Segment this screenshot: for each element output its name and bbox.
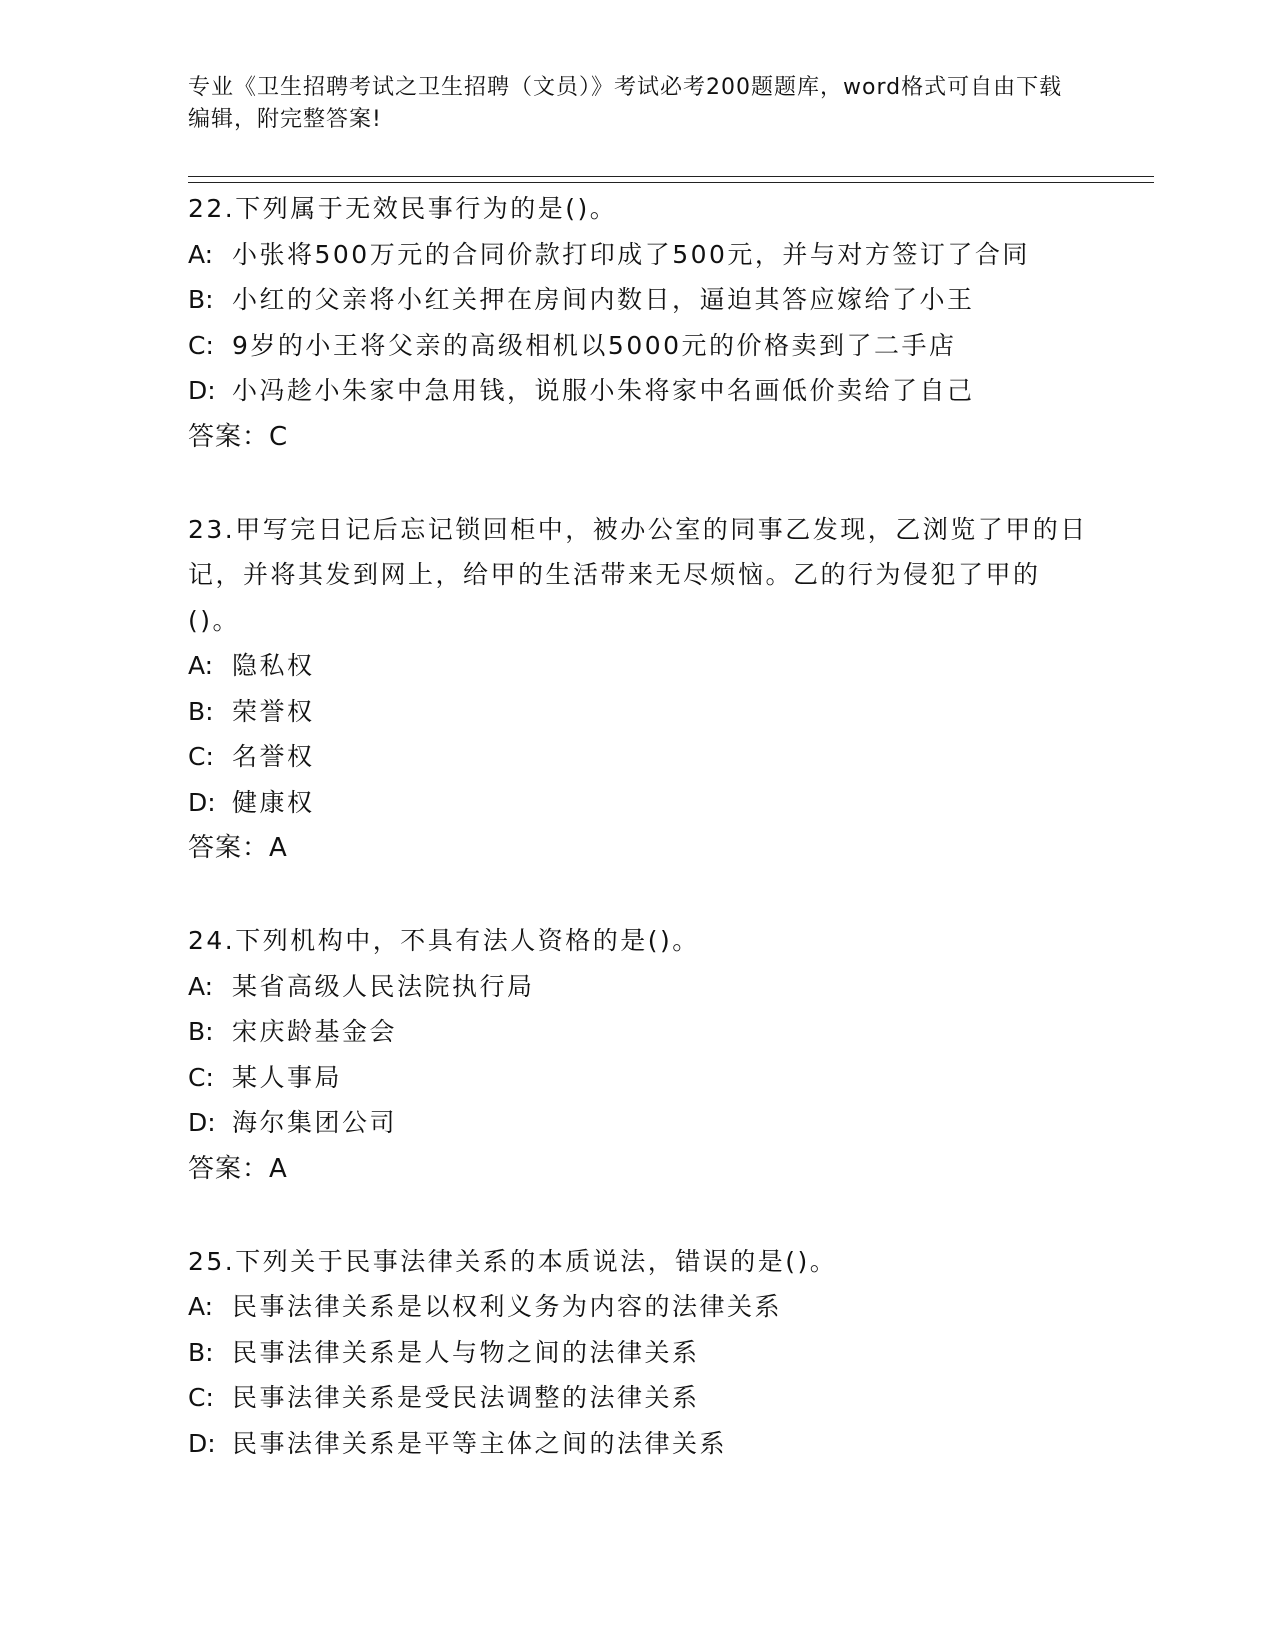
option-letter: C: — [188, 1062, 214, 1092]
option-letter: D: — [188, 1108, 216, 1137]
option-letter: D: — [188, 1428, 216, 1458]
option-text: 荣誉权 — [232, 696, 315, 726]
option-letter: B: — [188, 285, 214, 314]
answer-line: 答案：A — [188, 833, 288, 863]
header-rule-top — [188, 176, 1154, 177]
option-letter: D: — [188, 376, 216, 405]
option-c — [188, 1055, 1088, 1101]
option-d — [188, 368, 1088, 414]
option-text: 民事法律关系是人与物之间的法律关系 — [232, 1337, 700, 1367]
question-stem: 22.下列属于无效民事行为的是()。 — [188, 194, 618, 223]
option-d — [188, 1100, 1088, 1146]
option-letter: A: — [188, 971, 214, 1001]
option-text: 小红的父亲将小红关押在房间内数日，逼迫其答应嫁给了小王 — [232, 285, 975, 314]
document-header: 专业《卫生招聘考试之卫生招聘（文员）》考试必考200题题库，word格式可自由下载编辑，附完整答案! — [188, 75, 1063, 132]
option-letter: C: — [188, 1383, 214, 1412]
option-letter: A: — [188, 1292, 214, 1321]
option-text: 隐私权 — [232, 651, 315, 680]
option-c — [188, 323, 1088, 369]
option-text: 9岁的小王将父亲的高级相机以5000元的价格卖到了二手店 — [232, 330, 957, 360]
option-letter: A: — [188, 239, 214, 269]
question-stem: 23.甲写完日记后忘记锁回柜中，被办公室的同事乙发现，乙浏览了甲的日记，并将其发到网上，给甲的生活带来无尽烦恼。乙的行为侵犯了甲的()。 — [188, 514, 1088, 635]
question-stem: 25.下列关于民事法律关系的本质说法，错误的是()。 — [188, 1246, 838, 1276]
answer-line: 答案：C — [188, 421, 289, 452]
option-d — [188, 1421, 1088, 1467]
option-letter: A: — [188, 651, 214, 680]
option-text: 名誉权 — [232, 742, 315, 771]
option-c — [188, 734, 1088, 780]
option-a — [188, 643, 1088, 689]
option-b — [188, 1009, 1088, 1055]
question-23 — [188, 507, 1088, 873]
answer-line: 答案：A — [188, 1153, 288, 1184]
option-text: 民事法律关系是以权利义务为内容的法律关系 — [232, 1292, 783, 1321]
option-a — [188, 1284, 1088, 1330]
question-22 — [188, 186, 1088, 461]
option-c — [188, 1375, 1088, 1421]
option-text: 民事法律关系是平等主体之间的法律关系 — [232, 1428, 728, 1458]
option-text: 宋庆龄基金会 — [232, 1017, 398, 1046]
option-letter: B: — [188, 1337, 214, 1367]
option-d — [188, 780, 1088, 826]
option-text: 小张将500万元的合同价款打印成了500元，并与对方签订了合同 — [232, 239, 1030, 269]
header-rule-bottom — [188, 182, 1154, 183]
option-letter: B: — [188, 696, 214, 726]
option-letter: B: — [188, 1017, 214, 1046]
option-text: 民事法律关系是受民法调整的法律关系 — [232, 1383, 700, 1412]
option-a — [188, 232, 1088, 278]
question-list — [188, 186, 1088, 1512]
option-text: 某人事局 — [232, 1062, 343, 1092]
option-letter: C: — [188, 742, 214, 771]
option-text: 小冯趁小朱家中急用钱，说服小朱将家中名画低价卖给了自己 — [232, 376, 975, 405]
option-b — [188, 689, 1088, 735]
option-text: 某省高级人民法院执行局 — [232, 971, 535, 1001]
option-b — [188, 277, 1088, 323]
option-text: 海尔集团公司 — [232, 1108, 398, 1137]
option-letter: C: — [188, 330, 214, 360]
option-b — [188, 1330, 1088, 1376]
question-stem: 24.下列机构中，不具有法人资格的是()。 — [188, 926, 700, 955]
option-a — [188, 964, 1088, 1010]
question-24 — [188, 918, 1088, 1193]
option-letter: D: — [188, 787, 216, 817]
option-text: 健康权 — [232, 787, 315, 817]
question-25 — [188, 1239, 1088, 1467]
